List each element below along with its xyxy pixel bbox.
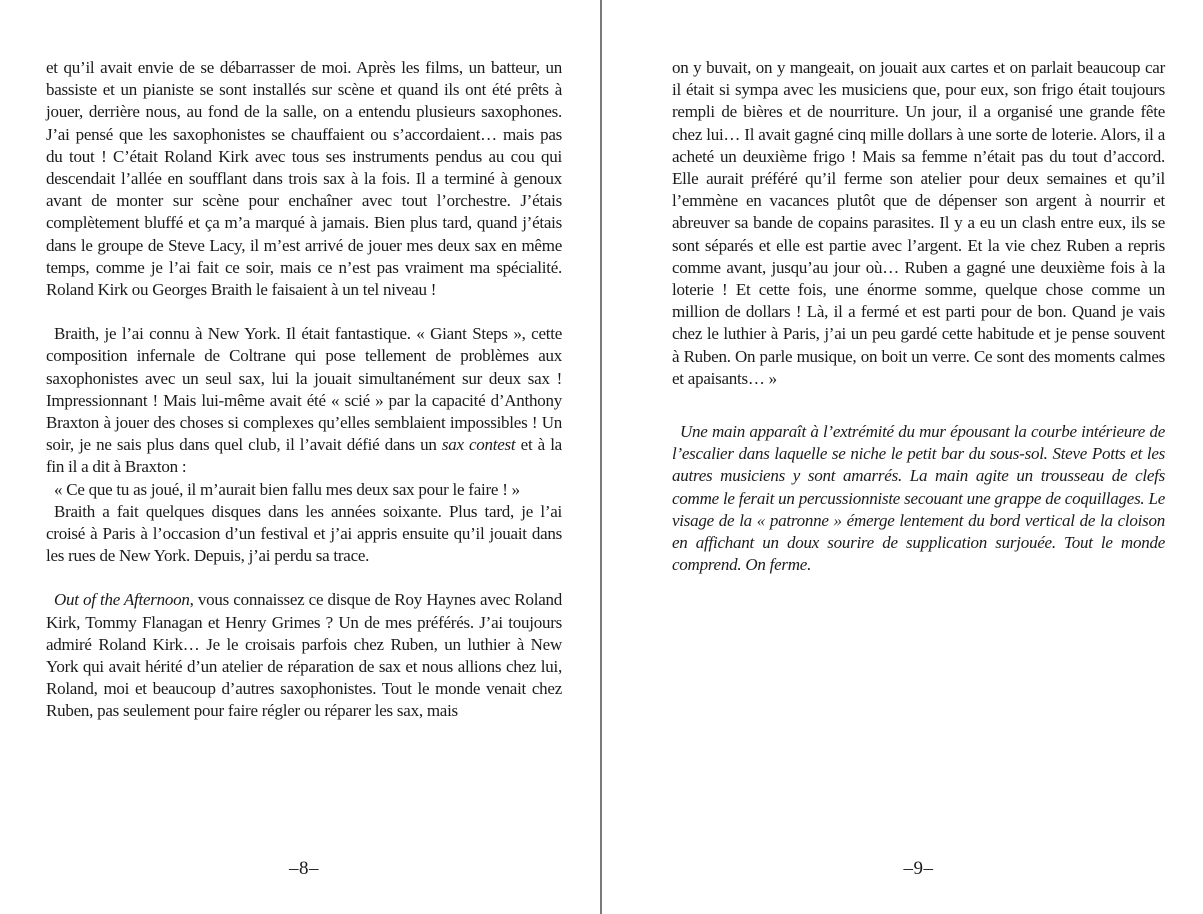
page-gutter-divider	[600, 0, 602, 914]
paragraph: « Ce que tu as joué, il m’aurait bien fallu mes deux sax pour le faire ! »	[54, 479, 520, 499]
page-text	[672, 57, 1165, 576]
paragraph: Braith, je l’ai connu à New York. Il était fantastique. « Giant Steps », cette composition infernale de Coltrane qui pose tellement de problèmes aux saxophonistes avec un seul sax, lui la jouait simultanément sur deux sax ! Impressionnant ! Mais lui-même avait été « scié » par la capacité d’Anthony Braxton à jouer des choses si complexes qu’elles semblaient impossibles ! Un soir, je ne sais plus dans quel club, il l’avait défié dans un sax contest et à la fin il a dit à Braxton :	[46, 324, 562, 477]
page-number: –9–	[903, 858, 934, 879]
page-text	[46, 57, 562, 723]
page-right	[672, 0, 1165, 914]
paragraph: et qu’il avait envie de se débarrasser de moi. Après les films, un batteur, un bassiste et un pianiste se sont installés sur scène et quand ils ont été prêts à jouer, derrière nous, au fond de la salle, on a entendu plusieurs saxophones. J’ai pensé que les saxophonistes se chauffaient ou s’accordaient… mais pas du tout ! C’était Roland Kirk avec tous ses instruments pendus au cou qui descendait l’allée en soufflant dans trois sax à la fois. Il a terminé à genoux avant de monter sur scène pour enchaîner avec tout l’orchestre. J’étais complètement bluffé et ça m’a marqué à jamais. Bien plus tard, quand j’étais dans le groupe de Steve Lacy, il m’est arrivé de jouer mes deux sax en même temps, comme je l’ai fait ce soir, mais ce n’est pas vraiment ma spécialité. Roland Kirk ou Georges Braith le faisaient à un tel niveau !	[46, 58, 562, 300]
page-left	[46, 0, 562, 914]
paragraph: Une main apparaît à l’extrémité du mur épousant la courbe intérieure de l’escalier dans laquelle se niche le petit bar du sous-sol. Steve Potts et les autres musiciens y sont amarrés. La main agite un trousseau de clefs comme le ferait un percussionniste secouant une grappe de coquillages. Le visage de la « patronne » émerge lentement du bord vertical de la cloison en affichant un doux sourire de supplication surjouée. Tout le monde comprend. On ferme.	[672, 422, 1165, 575]
paragraph: Out of the Afternoon, vous connaissez ce disque de Roy Haynes avec Roland Kirk, Tommy Flanagan et Henry Grimes ? Un de mes préférés. J’ai toujours admiré Roland Kirk… Je le croisais parfois chez Ruben, un luthier à New York qui avait hérité d’un atelier de réparation de sax et nous allions chez lui, Roland, moi et beaucoup d’autres saxophonistes. Tout le monde venait chez Ruben, pas seulement pour faire régler ou réparer les sax, mais	[46, 590, 562, 721]
page-number: –8–	[289, 858, 319, 879]
paragraph: on y buvait, on y mangeait, on jouait aux cartes et on parlait beaucoup car il était si sympa avec les musiciens que, pour eux, son frigo était toujours rempli de bières et de nourriture. Un jour, il a organisé une grande fête chez lui… Il avait gagné cinq mille dollars à une sorte de loterie. Alors, il a acheté un deuxième frigo ! Mais sa femme n’était pas du tout d’accord. Elle aurait préféré qu’il ferme son atelier pour deux semaines et qu’il l’emmène en vacances plutôt que de dépenser son argent à nourrir et abreuver sa bande de copains parasites. Il y a eu un clash entre eux, ils se sont séparés et elle est partie avec l’argent. Et la vie chez Ruben a repris comme avant, jusqu’au jour où… Ruben a gagné une deuxième fois à la loterie ! Et cette fois, une énorme somme, quelque chose comme un million de dollars ! Là, il a fermé et est parti pour de bon. Quand je vais chez le luthier à Paris, j’ai un peu gardé cette habitude et je pense souvent à Ruben. On parle musique, on boit un verre. Ce sont des moments calmes et apaisants… »	[672, 58, 1165, 388]
paragraph: Braith a fait quelques disques dans les années soixante. Plus tard, je l’ai croisé à Paris à l’occasion d’un festival et j’ai appris ensuite qu’il jouait dans les rues de New York. Depuis, j’ai perdu sa trace.	[46, 501, 562, 566]
